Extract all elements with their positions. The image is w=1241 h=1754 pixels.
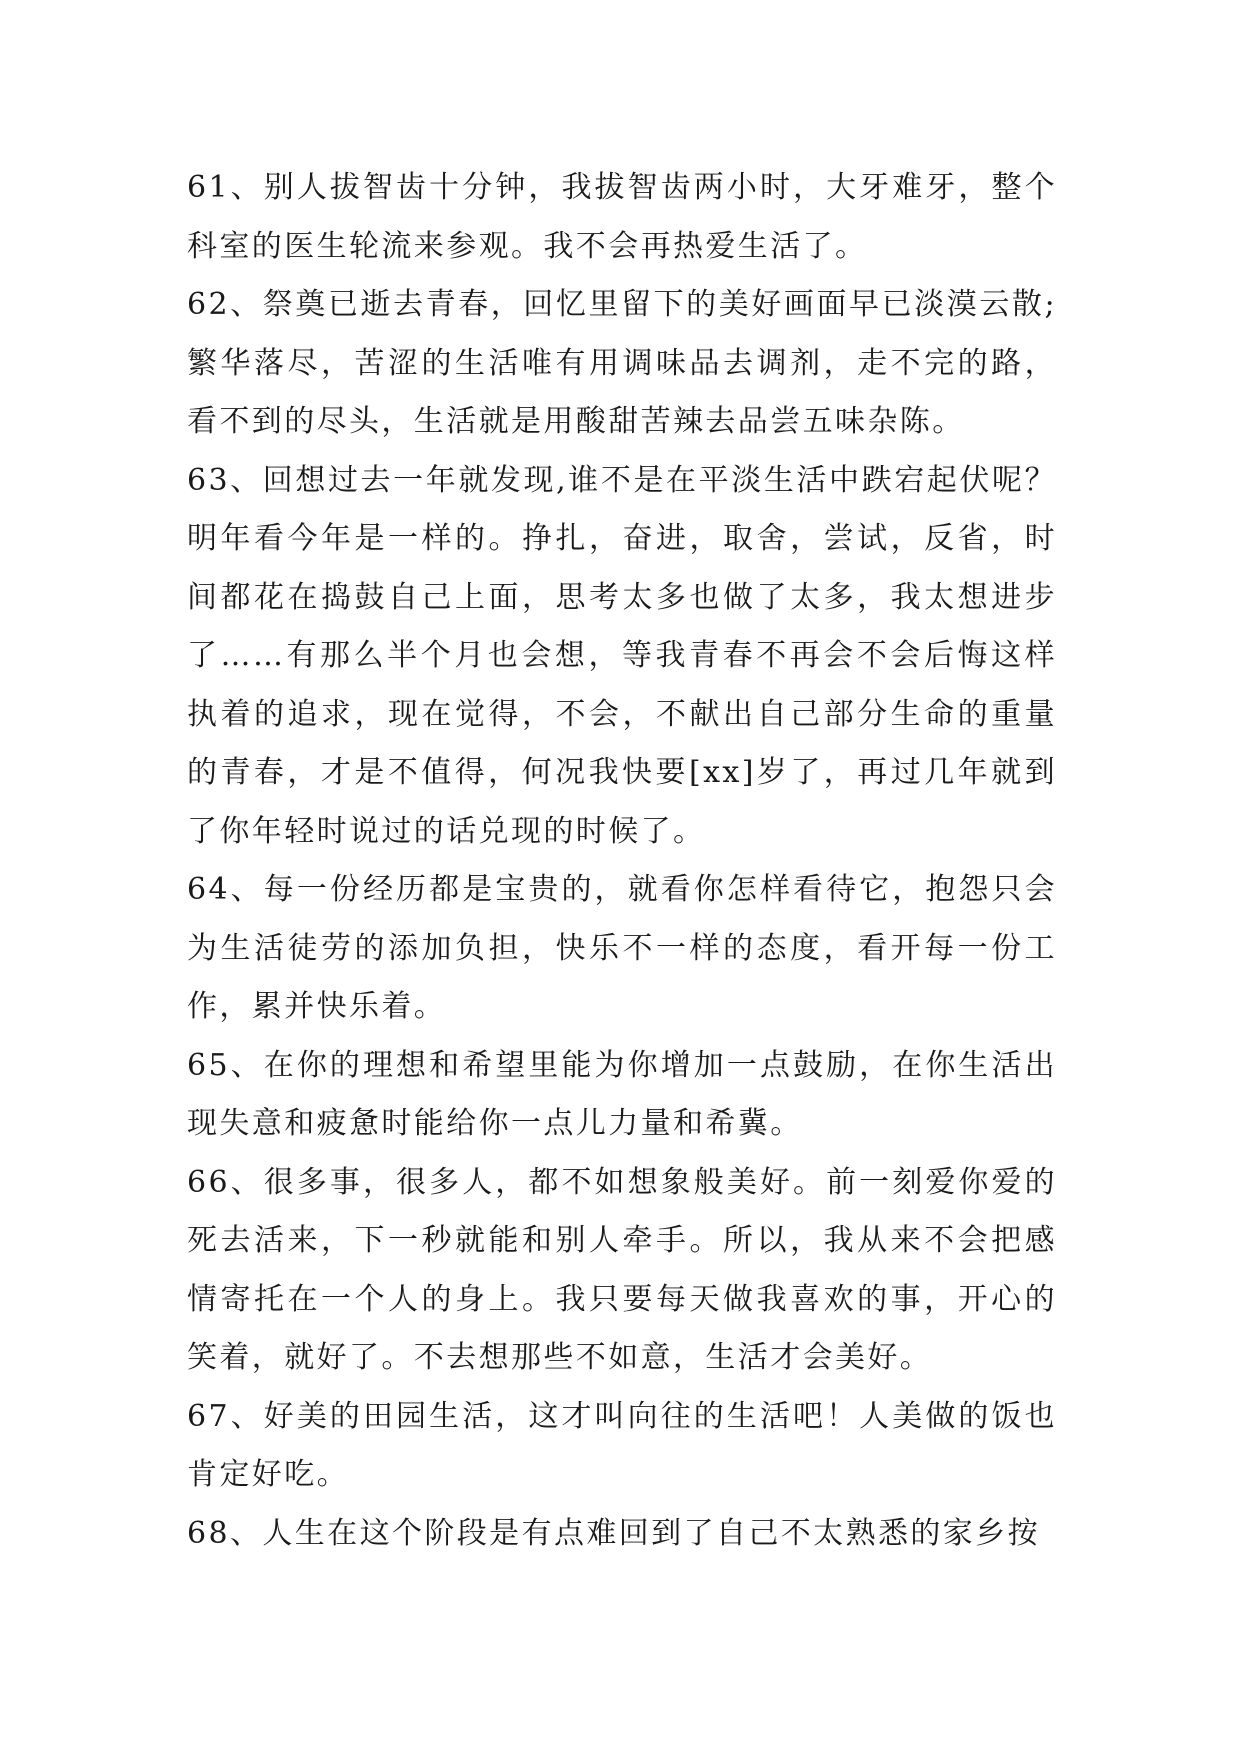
paragraph-63: 63、回想过去一年就发现,谁不是在平淡生活中跌宕起伏呢？明年看今年是一样的。挣扎，奋进，取舍，尝试，反省，时间都花在捣鼓自己上面，思考太多也做了太多，我太想进步了……有那么半个月也会想，等我青春不再会不会后悔这样执着的追求，现在觉得，不会，不献出自己部分生命的重量的青春，才是不值得，何况我快要[xx]岁了，再过几年就到了你年轻时说过的话兑现的时候了。 <box>187 462 1057 849</box>
paragraph-64: 64、每一份经历都是宝贵的，就看你怎样看待它，抱怨只会为生活徒劳的添加负担，快乐不一样的态度，看开每一份工作，累并快乐着。 <box>187 872 1057 1024</box>
paragraph-66: 66、很多事，很多人，都不如想象般美好。前一刻爱你爱的死去活来，下一秒就能和别人牵手。所以，我从来不会把感情寄托在一个人的身上。我只要每天做我喜欢的事，开心的笑着，就好了。不去想那些不如意，生活才会美好。 <box>187 1164 1057 1375</box>
paragraph-68: 68、人生在这个阶段是有点难回到了自己不太熟悉的家乡按 <box>187 1515 1040 1551</box>
paragraph-61: 61、别人拔智齿十分钟，我拔智齿两小时，大牙难牙，整个科室的医生轮流来参观。我不会再热爱生活了。 <box>187 170 1057 264</box>
paragraph-67: 67、好美的田园生活，这才叫向往的生活吧！人美做的饭也肯定好吃。 <box>187 1398 1057 1492</box>
document-body <box>187 159 1057 1563</box>
paragraph-65: 65、在你的理想和希望里能为你增加一点鼓励，在你生活出现失意和疲惫时能给你一点儿力量和希冀。 <box>187 1047 1057 1141</box>
paragraph-62: 62、祭奠已逝去青春，回忆里留下的美好画面早已淡漠云散;繁华落尽，苦涩的生活唯有用调味品去调剂，走不完的路，看不到的尽头，生活就是用酸甜苦辣去品尝五味杂陈。 <box>187 287 1057 439</box>
